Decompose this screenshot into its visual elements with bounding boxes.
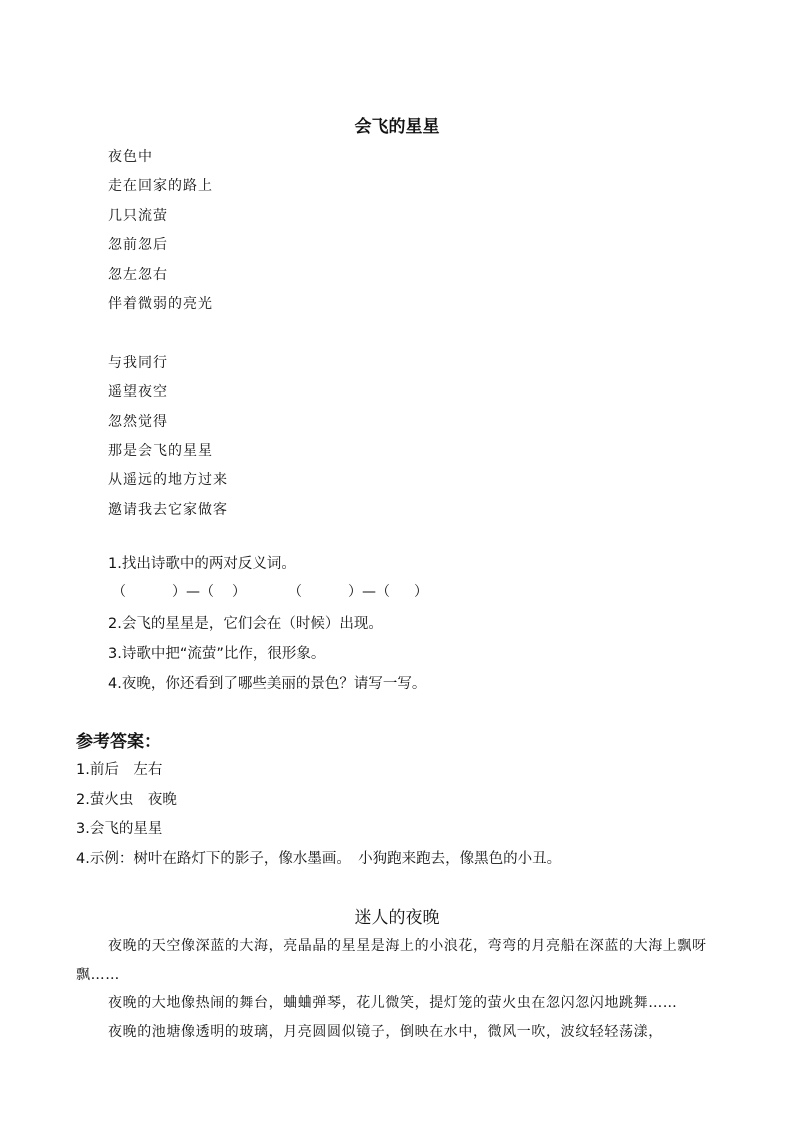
poem-line: 遥望夜空: [108, 384, 168, 401]
answer-item: 1.前后 左右: [76, 762, 163, 778]
antonym-blanks: [112, 581, 428, 601]
poem-line: 与我同行: [108, 354, 168, 371]
poem-line: 邀请我去它家做客: [108, 501, 228, 518]
blank-paren: ）: [414, 584, 428, 600]
poem-body: [108, 143, 228, 525]
questions-list: [108, 549, 426, 699]
poem-line: 从遥远的地方过来: [108, 472, 228, 489]
passage-paragraph: 夜晚的池塘像透明的玻璃，月亮圆圆似镜子，倒映在水中，微风一吹，波纹轻轻荡漾，: [108, 1023, 663, 1040]
blank-paren: ）—（: [172, 584, 214, 600]
passage-body: [76, 932, 726, 1046]
answer-item: 4.示例：树叶在路灯下的影子，像水墨画。 小狗跑来跑去，像黑色的小丑。: [76, 850, 562, 867]
passage-paragraph: 夜晚的大地像热闹的舞台，蛐蛐弹琴，花儿微笑，提灯笼的萤火虫在忽闪忽闪地跳舞……: [108, 995, 678, 1011]
stanza-gap: [108, 319, 228, 348]
poem-line: 走在回家的路上: [108, 178, 213, 195]
blank-paren: （: [288, 584, 302, 600]
poem-line: 几只流萤: [108, 207, 168, 224]
poem-line: 那是会飞的星星: [108, 442, 213, 459]
poem-line: 忽然觉得: [108, 413, 168, 430]
poem-line: 伴着微弱的亮光: [108, 295, 213, 312]
answers-list: [76, 756, 561, 874]
question-2: 2.会飞的星星是，它们会在（时候）出现。: [108, 616, 383, 632]
question-3: 3.诗歌中把“流萤”比作，很形象。: [108, 646, 326, 662]
answer-item: 2.萤火虫 夜晚: [76, 791, 177, 808]
poem-line: 夜色中: [108, 149, 153, 165]
poem-line: 忽前忽后: [108, 237, 168, 254]
passage-paragraph: 夜晚的天空像深蓝的大海，亮晶晶的星星是海上的小浪花，弯弯的月亮船在深蓝的大海上飘呀飘……: [76, 938, 707, 983]
blank-paren: ）—（: [348, 584, 390, 600]
poem-line: 忽左忽右: [108, 266, 168, 283]
blank-paren: （: [112, 584, 126, 600]
answer-item: 3.会飞的星星: [76, 821, 163, 837]
passage-title: 迷人的夜晚: [354, 908, 440, 928]
answers-heading: 参考答案：: [76, 732, 161, 752]
question-4: 4.夜晚，你还看到了哪些美丽的景色？请写一写。: [108, 676, 427, 692]
question-1: 1.找出诗歌中的两对反义词。: [108, 556, 296, 572]
poem-title: 会飞的星星: [354, 117, 440, 137]
blank-paren: ）: [232, 584, 246, 600]
